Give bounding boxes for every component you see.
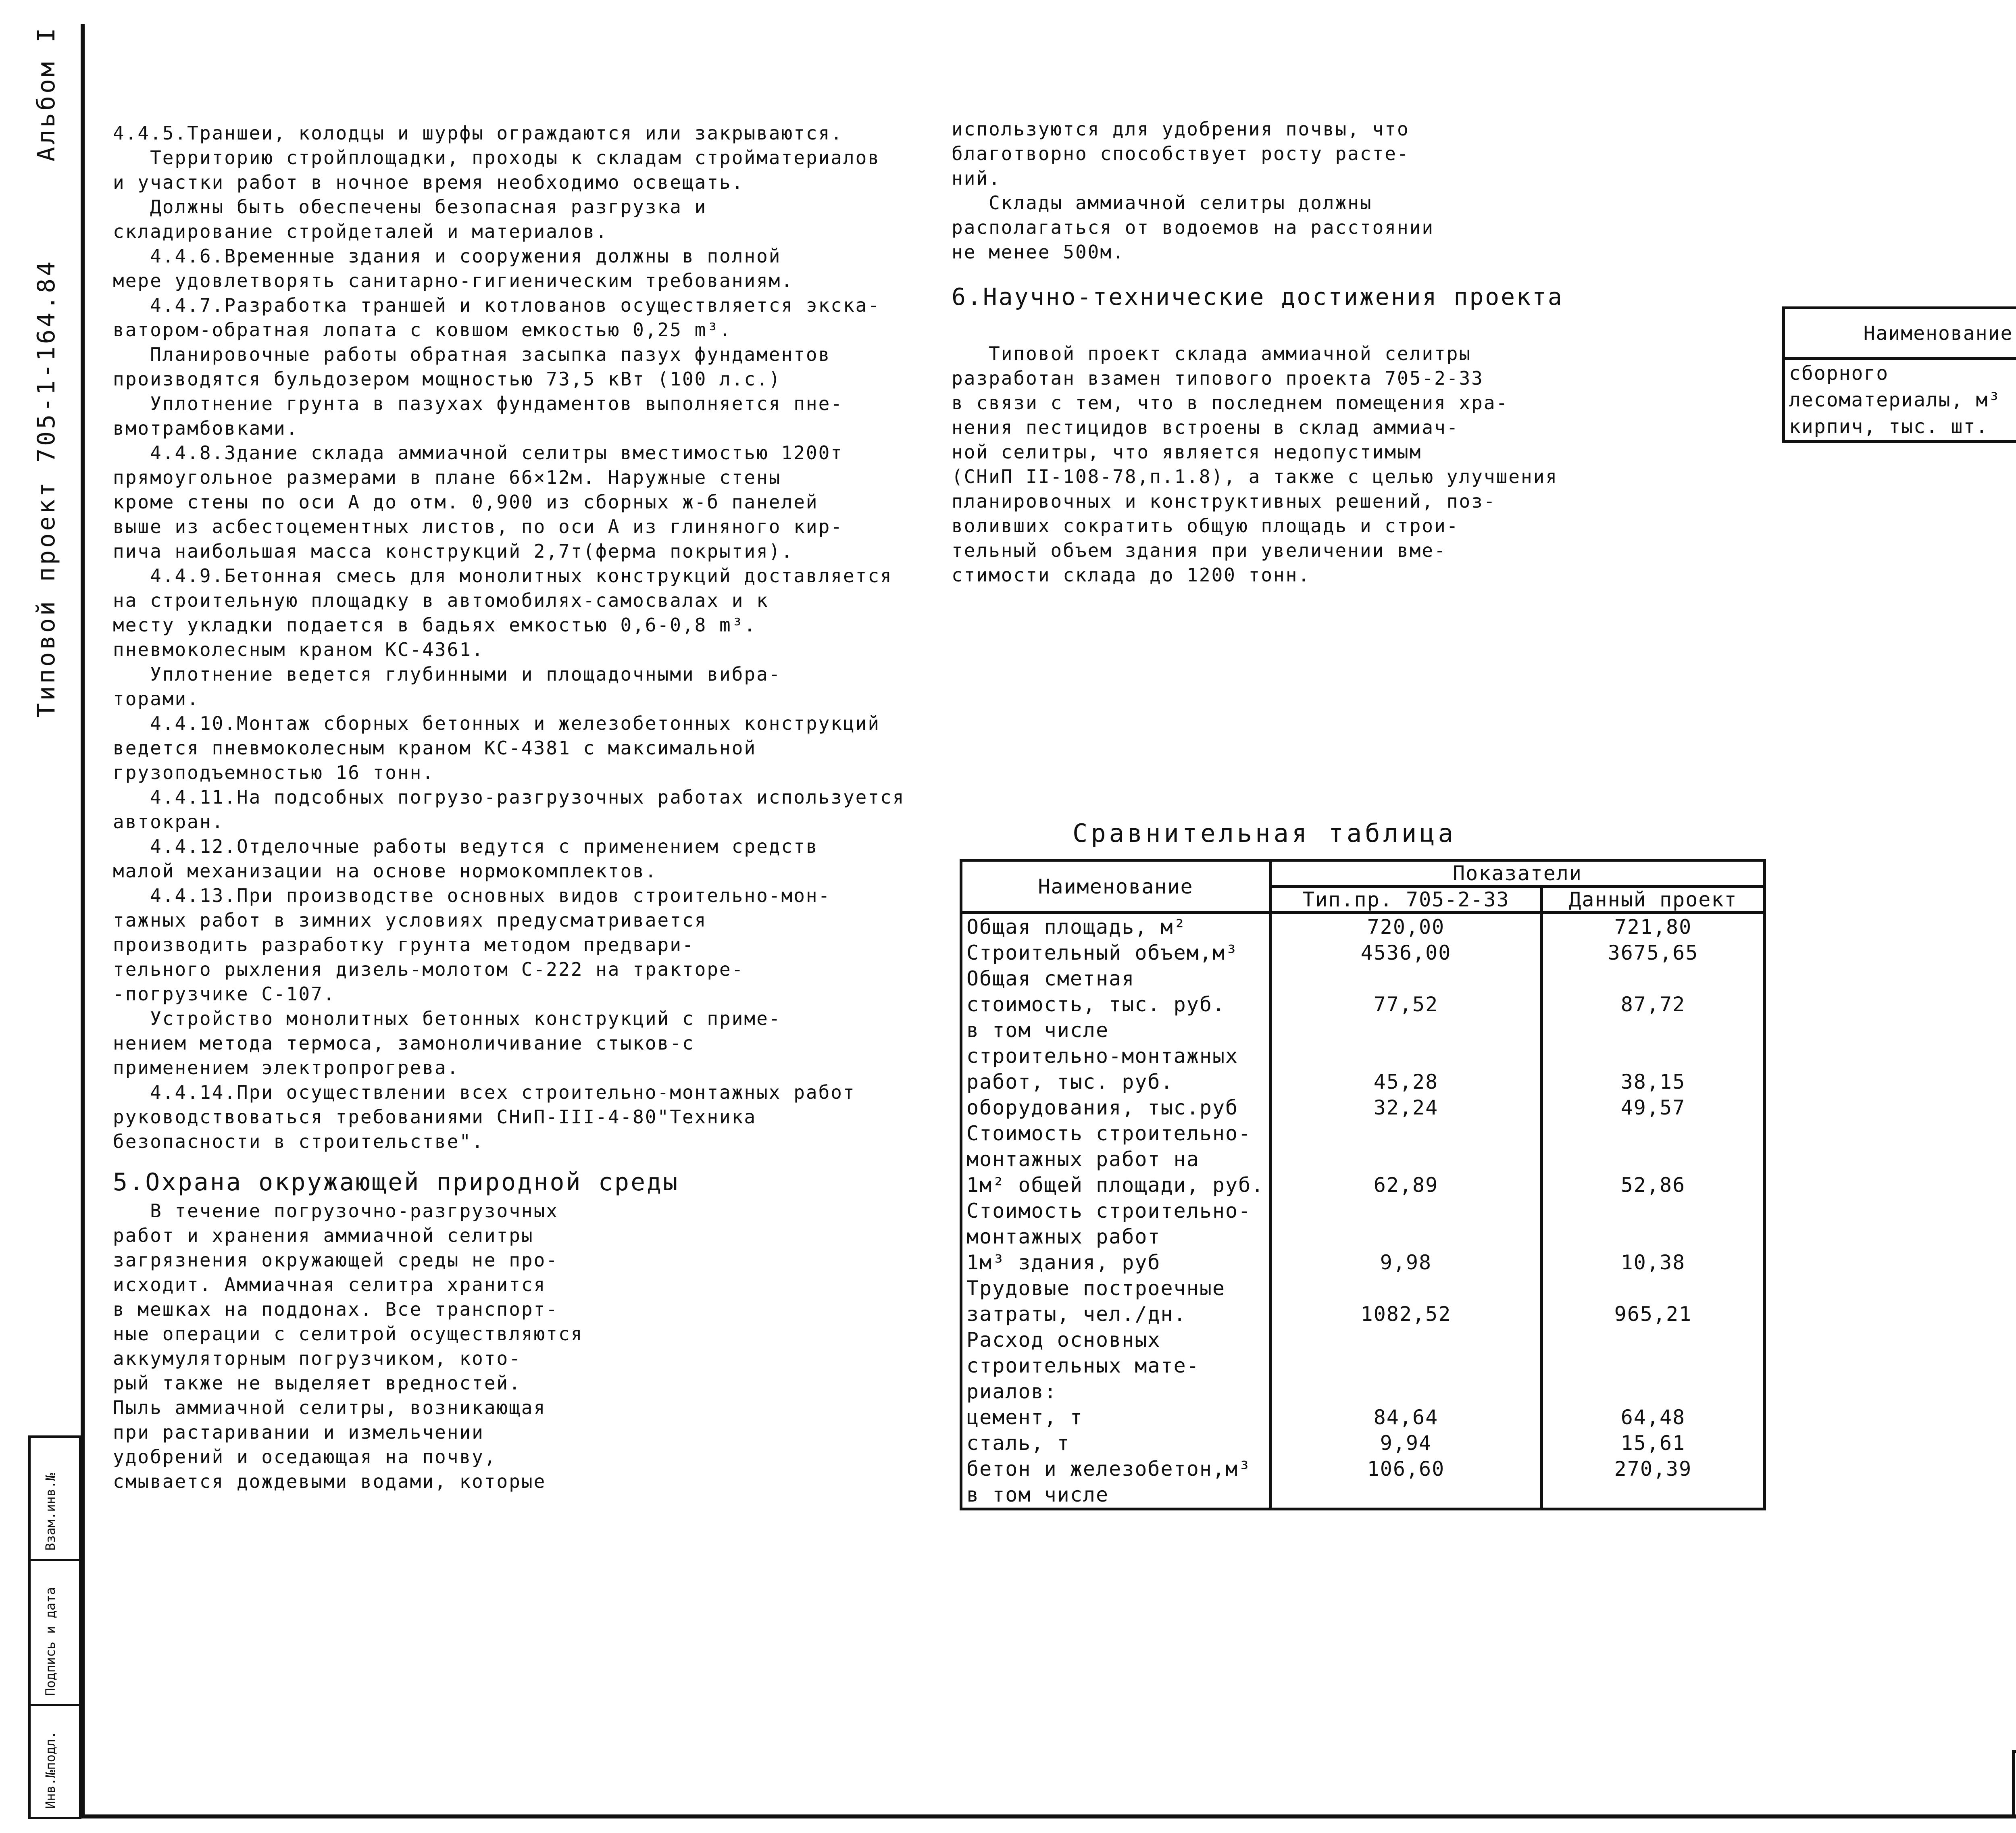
text-line: применением электропрогрева. bbox=[113, 1057, 460, 1079]
table-row-name: в том числе bbox=[966, 1019, 1109, 1042]
table-value bbox=[1276, 1043, 1536, 1069]
album-label: Альбом I bbox=[32, 25, 60, 162]
text-line: пича наибольшая масса конструкций 2,7т(ферма покрытия). bbox=[113, 540, 794, 562]
text-line: ные операции с селитрой осуществляются bbox=[113, 1323, 583, 1345]
text-line: Территорию стройплощадки, проходы к складам стройматериалов bbox=[113, 147, 881, 169]
text-line: производить разработку грунта методом предвари- bbox=[113, 934, 695, 956]
text-line: на строительную площадку в автомобилях-самосвалах и к bbox=[113, 589, 769, 611]
table-value bbox=[1547, 1146, 1759, 1172]
text-line: автокран. bbox=[113, 811, 225, 833]
table-value bbox=[1547, 1198, 1759, 1224]
comparison-names-column bbox=[961, 913, 1270, 1509]
text-line: загрязнения окружающей среды не про- bbox=[113, 1249, 558, 1271]
text-line: В течение погрузочно-разгрузочных bbox=[113, 1200, 559, 1222]
table-row-name: монтажных работ bbox=[966, 1225, 1161, 1248]
comparison-table bbox=[960, 859, 1766, 1510]
table-row-name: 1м³ здания, руб bbox=[966, 1251, 1161, 1274]
table-value bbox=[1276, 1327, 1536, 1353]
text-line: 4.4.11.На подсобных погрузо-разгрузочных работах используется bbox=[113, 786, 905, 808]
text-line: нения пестицидов встроены в склад аммиач- bbox=[952, 417, 1459, 438]
text-line: разработан взамен типового проекта 705-2-33 bbox=[952, 367, 1484, 389]
text-line: ний. bbox=[952, 167, 1001, 189]
table-row-name: строительных мате- bbox=[966, 1354, 1200, 1377]
text-line: в мешках на поддонах. Все транспорт- bbox=[113, 1298, 558, 1320]
text-line: ватором-обратная лопата с ковшом емкостью 0,25 m³. bbox=[113, 319, 732, 341]
side-stamp-divider bbox=[31, 1559, 79, 1561]
table-value bbox=[1547, 1353, 1759, 1379]
side-stamp bbox=[28, 1435, 81, 1819]
table-value bbox=[1276, 1224, 1536, 1250]
text-line: производятся бульдозером мощностью 73,5 кВт (100 л.с.) bbox=[113, 368, 781, 390]
text-line: используются для удобрения почвы, что bbox=[952, 118, 1410, 140]
table-value bbox=[1547, 1482, 1759, 1508]
side-stamp-label-1: Инв.№подл. bbox=[43, 1731, 58, 1809]
continuation-names-column bbox=[1784, 359, 2016, 442]
table-value: 9,94 bbox=[1380, 1431, 1432, 1455]
comparison-header-name: Наименование bbox=[961, 860, 1270, 913]
text-line: 4.4.12.Отделочные работы ведутся с применением средств bbox=[113, 835, 818, 857]
middle-column-top bbox=[952, 117, 1742, 265]
table-value: 3675,65 bbox=[1608, 941, 1699, 964]
table-row-name: Общая площадь, м² bbox=[966, 915, 1187, 939]
table-value: 87,72 bbox=[1620, 993, 1686, 1016]
text-line: рый также не выделяет вредностей. bbox=[113, 1372, 521, 1394]
table-value bbox=[1276, 1017, 1536, 1043]
text-line: 4.4.13.При производстве основных видов строительно-мон- bbox=[113, 885, 831, 906]
left-column-body bbox=[113, 121, 919, 1154]
main-table-title: Сравнительная таблица bbox=[1073, 819, 1456, 848]
text-line: ной селитры, что является недопустимым bbox=[952, 441, 1422, 463]
table-row-name: монтажных работ на bbox=[966, 1148, 1200, 1171]
table-row-name: работ, тыс. руб. bbox=[966, 1070, 1174, 1094]
table-row-name: 1м² общей площади, руб. bbox=[966, 1173, 1264, 1197]
text-line: 4.4.10.Монтаж сборных бетонных и железобетонных конструкций bbox=[113, 712, 881, 734]
text-line: Уплотнение грунта в пазухах фундаментов выполняется пне- bbox=[113, 393, 843, 415]
text-line: 4.4.7.Разработка траншей и котлованов осуществляется экска- bbox=[113, 294, 881, 316]
table-row-name: оборудования, тыс.руб bbox=[966, 1096, 1239, 1119]
text-line: планировочных и конструктивных решений, поз- bbox=[952, 490, 1496, 512]
table-value: 77,52 bbox=[1373, 993, 1439, 1016]
section-6-title: 6.Научно-технические достижения проекта bbox=[952, 283, 1564, 310]
continuation-header-name: Наименование bbox=[1784, 308, 2016, 359]
text-line: -погрузчике С-107. bbox=[113, 983, 336, 1005]
table-row-name: сталь, т bbox=[966, 1431, 1070, 1455]
comparison-values-col2 bbox=[1541, 913, 1764, 1509]
table-value: 32,24 bbox=[1373, 1096, 1439, 1119]
text-line: 4.4.5.Траншеи, колодцы и шурфы ограждаются или закрываются. bbox=[113, 122, 843, 144]
table-row-name: Стоимость строительно- bbox=[966, 1199, 1252, 1223]
table-value: 52,86 bbox=[1620, 1173, 1686, 1197]
text-line: грузоподъемностью 16 тонн. bbox=[113, 762, 435, 783]
table-value bbox=[1276, 1275, 1536, 1301]
table-value: 45,28 bbox=[1373, 1070, 1439, 1094]
text-line: руководствоваться требованиями СНиП-III-4-80"Техника bbox=[113, 1106, 757, 1128]
text-line: пневмоколесным краном КС-4361. bbox=[113, 639, 484, 660]
table-value bbox=[1547, 1017, 1759, 1043]
table-row-name: Строительный объем,м³ bbox=[966, 941, 1239, 964]
text-line: исходит. Аммиачная селитра хранится bbox=[113, 1274, 546, 1296]
side-margin bbox=[0, 0, 81, 1833]
side-stamp-divider bbox=[31, 1704, 79, 1706]
table-value: 49,57 bbox=[1620, 1096, 1686, 1119]
table-value: 721,80 bbox=[1614, 915, 1692, 939]
left-column bbox=[113, 121, 919, 1494]
middle-column bbox=[952, 117, 1742, 587]
text-line: месту укладки подается в бадьях емкостью 0,6-0,8 m³. bbox=[113, 614, 757, 636]
continuation-table bbox=[1782, 306, 2016, 443]
side-stamp-label-3: Взам.инв.№ bbox=[43, 1473, 58, 1551]
table-value bbox=[1547, 1043, 1759, 1069]
section-5-title: 5.Охрана окружающей природной среды bbox=[113, 1168, 679, 1196]
text-line: нением метода термоса, замоноличивание стыков-с bbox=[113, 1032, 695, 1054]
text-line: ведется пневмоколесным краном КС-4381 с максимальной bbox=[113, 737, 757, 759]
text-line: тельного рыхления дизель-молотом С-222 на тракторе- bbox=[113, 958, 744, 980]
text-line: складирование стройдеталей и материалов. bbox=[113, 221, 608, 242]
text-line: малой механизации на основе нормокомплектов. bbox=[113, 860, 658, 882]
table-value: 84,64 bbox=[1373, 1406, 1439, 1429]
table-value: 62,89 bbox=[1373, 1173, 1439, 1197]
text-line: 4.4.14.При осуществлении всех строительно-монтажных работ bbox=[113, 1081, 856, 1103]
text-line: смывается дождевыми водами, которые bbox=[113, 1471, 546, 1492]
text-line: тельный объем здания при увеличении вме- bbox=[952, 539, 1447, 561]
table-value: 38,15 bbox=[1620, 1070, 1686, 1094]
table-row-name: Стоимость строительно- bbox=[966, 1122, 1252, 1145]
table-value bbox=[1547, 1121, 1759, 1146]
table-value: 15,61 bbox=[1620, 1431, 1686, 1455]
table-value bbox=[1547, 1327, 1759, 1353]
text-line: (СНиП II-108-78,п.1.8), а также с целью улучшения bbox=[952, 466, 1558, 487]
table-row-name: сборного bbox=[1789, 362, 1889, 385]
text-line: и участки работ в ночное время необходимо освещать. bbox=[113, 171, 744, 193]
table-row-name: лесоматериалы, м³ bbox=[1789, 389, 2001, 411]
table-value bbox=[1276, 1146, 1536, 1172]
text-line: Пыль аммиачной селитры, возникающая bbox=[113, 1397, 546, 1418]
text-line: Должны быть обеспечены безопасная разгрузка и bbox=[113, 196, 707, 218]
table-value: 720,00 bbox=[1367, 915, 1445, 939]
table-value bbox=[1276, 1379, 1536, 1404]
text-line: Устройство монолитных бетонных конструкций с приме- bbox=[113, 1008, 781, 1029]
text-line: Планировочные работы обратная засыпка пазух фундаментов bbox=[113, 344, 831, 365]
title-block bbox=[2012, 1750, 2016, 1817]
table-value: 965,21 bbox=[1614, 1302, 1692, 1326]
text-line: стимости склада до 1200 тонн. bbox=[952, 564, 1311, 586]
comparison-values-col1 bbox=[1270, 913, 1542, 1509]
text-line: благотворно способствует росту расте- bbox=[952, 143, 1410, 165]
text-line: мере удовлетворять санитарно-гигиеническим требованиям. bbox=[113, 270, 794, 292]
table-row-name: риалов: bbox=[966, 1380, 1057, 1403]
table-value: 1082,52 bbox=[1360, 1302, 1452, 1326]
section-5-body bbox=[113, 1199, 919, 1494]
text-line: в связи с тем, что в последнем помещения хра- bbox=[952, 392, 1509, 414]
table-value bbox=[1276, 1353, 1536, 1379]
text-line: выше из асбестоцементных листов, по оси А из глиняного кир- bbox=[113, 516, 843, 537]
text-line: воливших сократить общую площадь и строи- bbox=[952, 515, 1459, 537]
text-line: располагаться от водоемов на расстоянии bbox=[952, 217, 1435, 238]
text-line: торами. bbox=[113, 688, 200, 710]
side-title bbox=[32, 0, 60, 718]
table-value: 4536,00 bbox=[1360, 941, 1452, 964]
text-line: Уплотнение ведется глубинными и площадочными вибра- bbox=[113, 663, 781, 685]
table-value: 106,60 bbox=[1367, 1457, 1445, 1481]
table-value bbox=[1547, 1275, 1759, 1301]
table-value bbox=[1276, 966, 1536, 991]
text-line: аккумуляторным погрузчиком, кото- bbox=[113, 1348, 521, 1369]
comparison-header-col2: Данный проект bbox=[1541, 887, 1764, 913]
table-row-name: Трудовые построечные bbox=[966, 1277, 1226, 1300]
comparison-header-group: Показатели bbox=[1270, 860, 1765, 887]
table-value bbox=[1276, 1482, 1536, 1508]
project-label: Типовой проект 705-1-164.84 bbox=[32, 259, 60, 718]
table-row-name: затраты, чел./дн. bbox=[966, 1302, 1187, 1326]
text-line: удобрений и оседающая на почву, bbox=[113, 1446, 497, 1468]
text-line: работ и хранения аммиачной селитры bbox=[113, 1225, 534, 1246]
table-row-name: Расход основных bbox=[966, 1328, 1161, 1352]
table-row-name: стоимость, тыс. руб. bbox=[966, 993, 1226, 1016]
text-line: безопасности в строительстве". bbox=[113, 1131, 484, 1152]
table-value: 64,48 bbox=[1620, 1406, 1686, 1429]
table-value: 10,38 bbox=[1620, 1251, 1686, 1274]
text-line: кроме стены по оси А до отм. 0,900 из сборных ж-б панелей bbox=[113, 491, 818, 513]
table-row-name: кирпич, тыс. шт. bbox=[1789, 415, 1989, 438]
table-row-name: цемент, т bbox=[966, 1406, 1083, 1429]
section-6-body bbox=[952, 342, 1742, 587]
table-value: 9,98 bbox=[1380, 1251, 1432, 1274]
table-value: 270,39 bbox=[1614, 1457, 1692, 1481]
table-row-name: в том числе bbox=[966, 1483, 1109, 1506]
table-row-name: бетон и железобетон,м³ bbox=[966, 1457, 1252, 1481]
text-line: Типовой проект склада аммиачной селитры bbox=[952, 343, 1472, 365]
table-row-name: строительно-монтажных bbox=[966, 1044, 1239, 1068]
text-line: прямоугольное размерами в плане 66×12м. Наружные стены bbox=[113, 467, 781, 488]
text-line: при растаривании и измельчении bbox=[113, 1421, 484, 1443]
comparison-header-col1: Тип.пр. 705-2-33 bbox=[1270, 887, 1542, 913]
text-line: вмотрамбовками. bbox=[113, 417, 299, 439]
text-line: 4.4.8.Здание склада аммиачной селитры вместимостью 1200т bbox=[113, 442, 843, 464]
table-row-name: Общая сметная bbox=[966, 967, 1135, 990]
text-line: не менее 500м. bbox=[952, 241, 1125, 263]
text-line: 4.4.9.Бетонная смесь для монолитных конструкций доставляется bbox=[113, 565, 893, 587]
table-value bbox=[1547, 966, 1759, 991]
table-value bbox=[1547, 1224, 1759, 1250]
text-line: тажных работ в зимних условиях предусматривается bbox=[113, 909, 707, 931]
side-stamp-label-2: Подпись и дата bbox=[43, 1587, 58, 1696]
text-line: Склады аммиачной селитры должны bbox=[952, 192, 1372, 214]
table-value bbox=[1276, 1198, 1536, 1224]
text-line: 4.4.6.Временные здания и сооружения должны в полной bbox=[113, 245, 781, 267]
table-value bbox=[1547, 1379, 1759, 1404]
table-value bbox=[1276, 1121, 1536, 1146]
